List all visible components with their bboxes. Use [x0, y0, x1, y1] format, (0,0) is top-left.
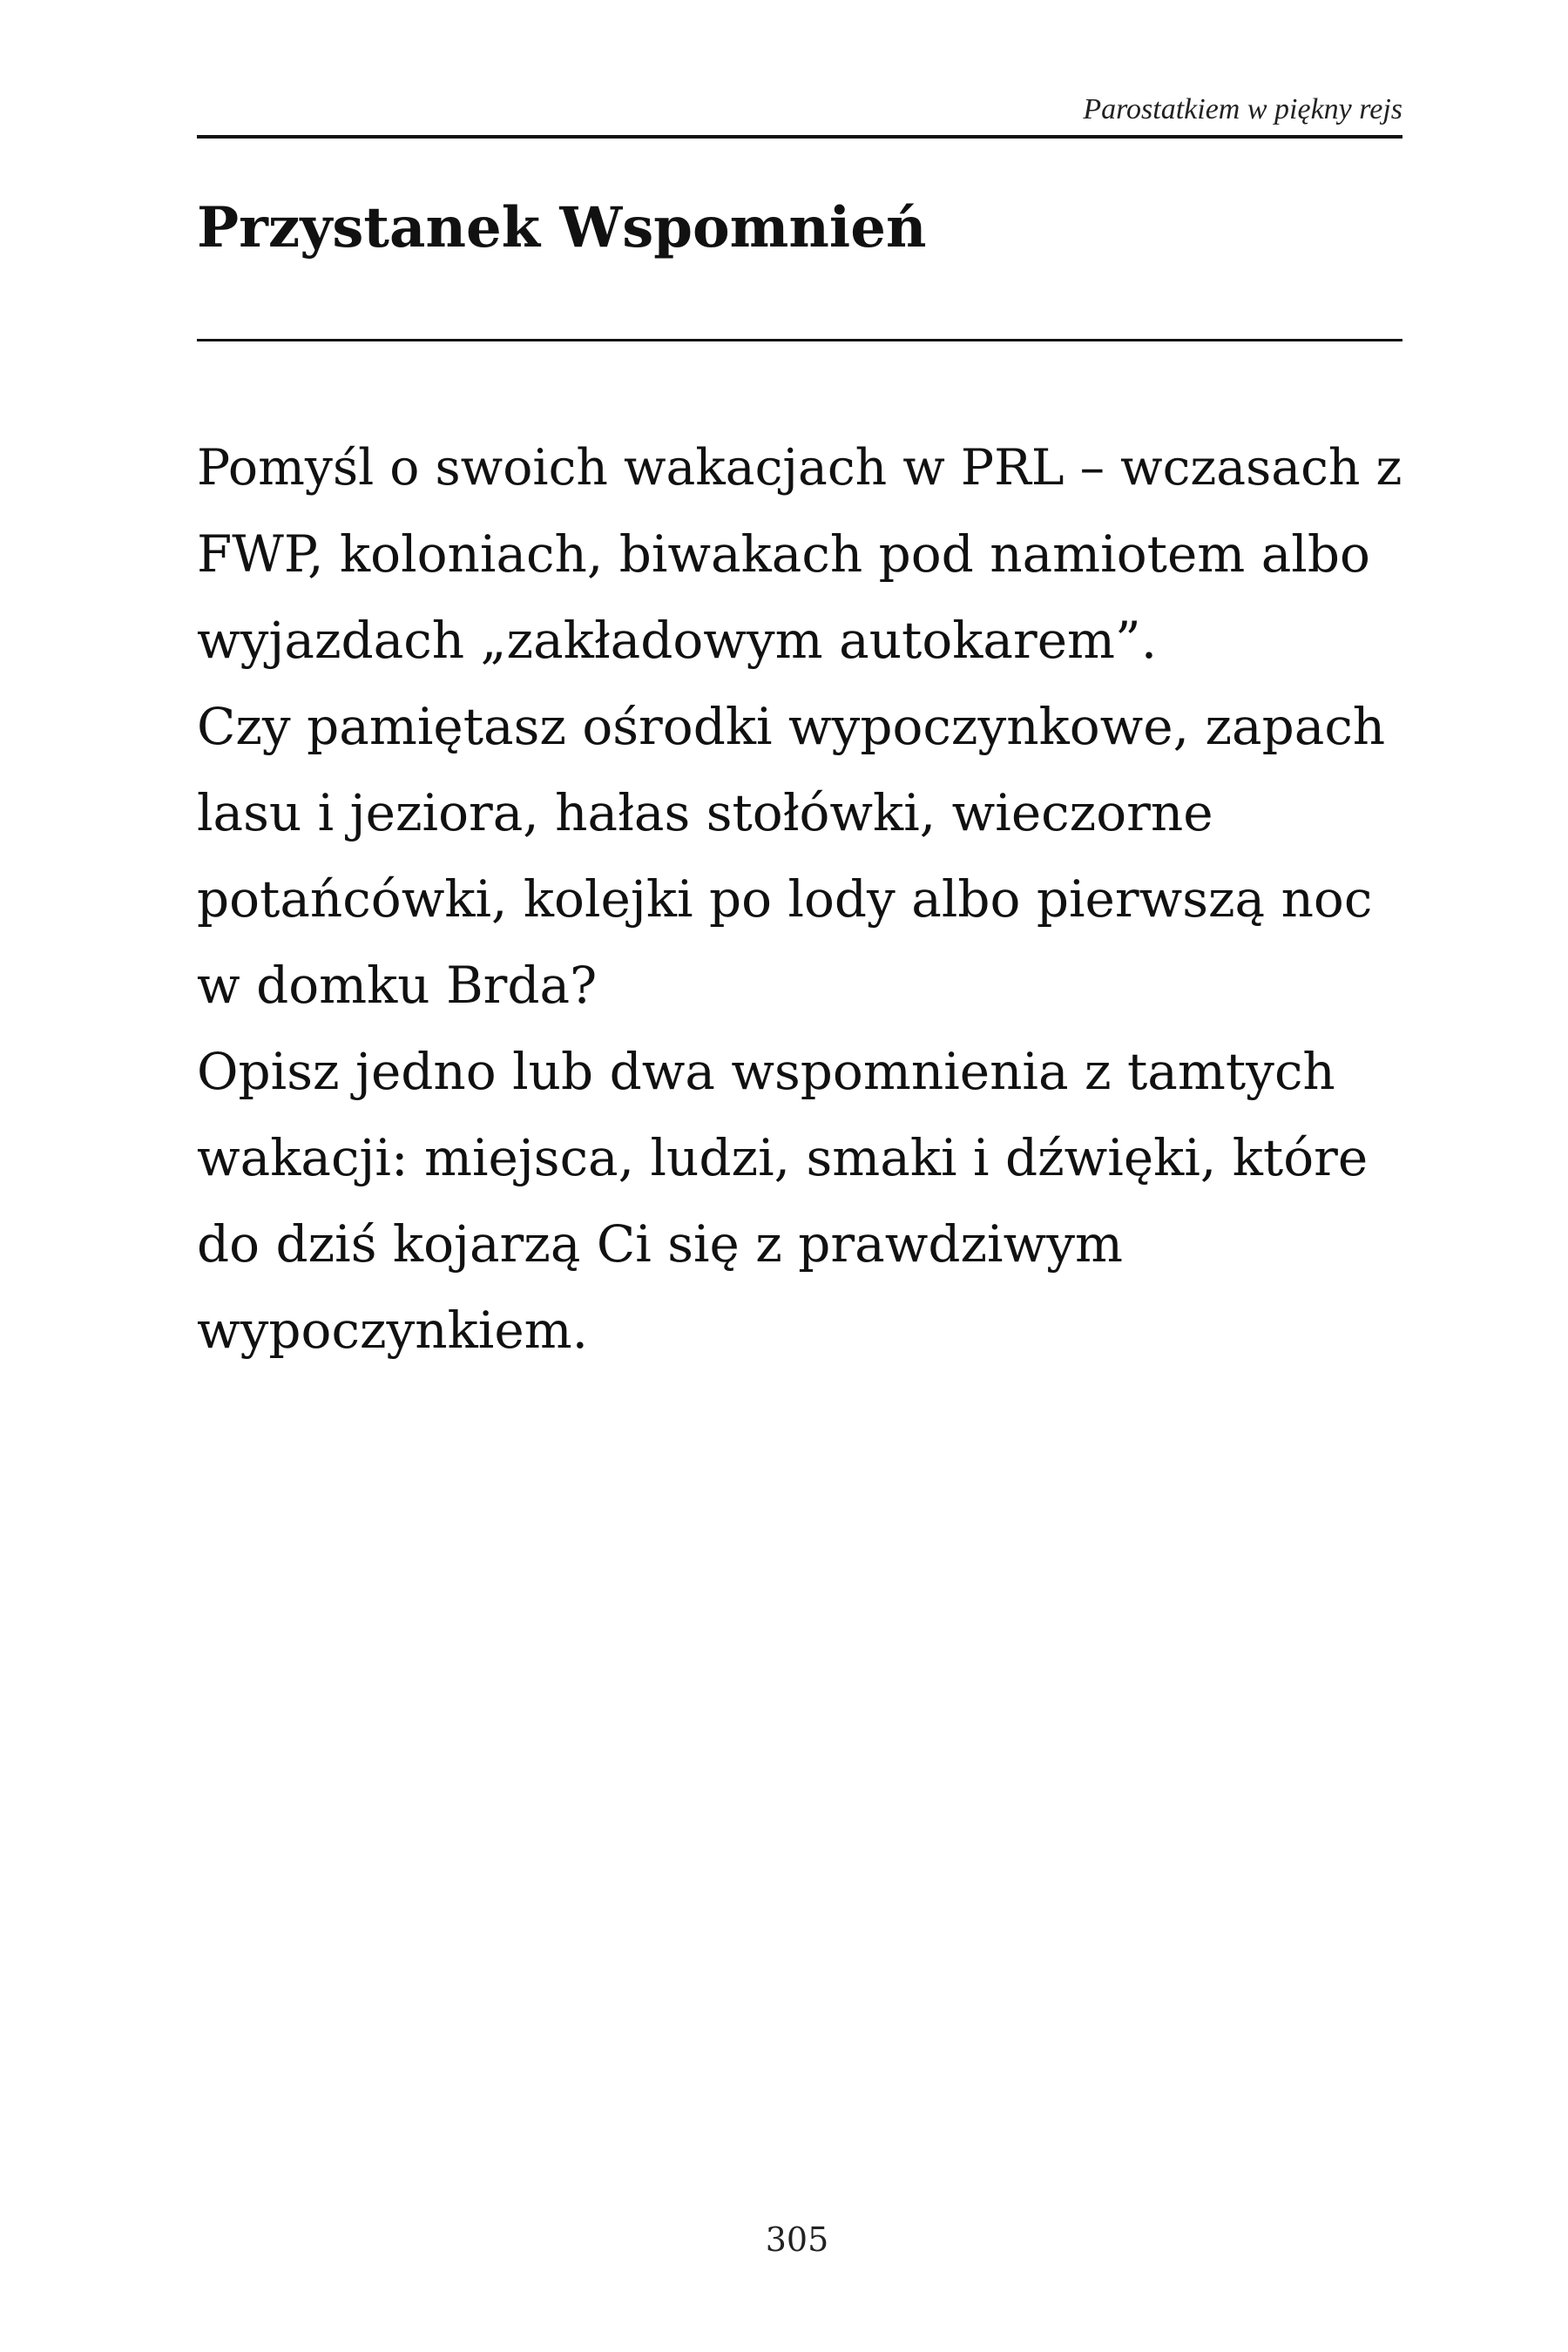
- body-text: [197, 425, 1402, 1374]
- body-line: do dziś kojarzą Ci się z prawdziwym: [197, 1214, 1124, 1274]
- body-line: w domku Brda?: [197, 956, 598, 1015]
- title-rule: [197, 339, 1402, 341]
- header-rule: [197, 135, 1402, 139]
- body-line: wypoczynkiem.: [197, 1301, 589, 1360]
- body-line: wyjazdach „zakładowym autokarem”.: [197, 611, 1158, 670]
- running-header: Parostatkiem w piękny rejs: [1083, 93, 1402, 125]
- page-number: 305: [765, 2220, 829, 2259]
- body-line: potańcówki, kolejki po lody albo pierwszą noc: [197, 869, 1373, 929]
- body-line: FWP, koloniach, biwakach pod namiotem albo: [197, 524, 1370, 584]
- body-line: Czy pamiętasz ośrodki wypoczynkowe, zapach: [197, 697, 1386, 756]
- body-line: Pomyśl o swoich wakacjach w PRL – wczasach z: [197, 439, 1402, 497]
- chapter-title: Przystanek Wspomnień: [197, 195, 927, 260]
- body-line: wakacji: miejsca, ludzi, smaki i dźwięki, które: [197, 1128, 1369, 1187]
- body-line: Opisz jedno lub dwa wspomnienia z tamtych: [197, 1042, 1335, 1101]
- body-line: lasu i jeziora, hałas stołówki, wieczorne: [197, 783, 1213, 842]
